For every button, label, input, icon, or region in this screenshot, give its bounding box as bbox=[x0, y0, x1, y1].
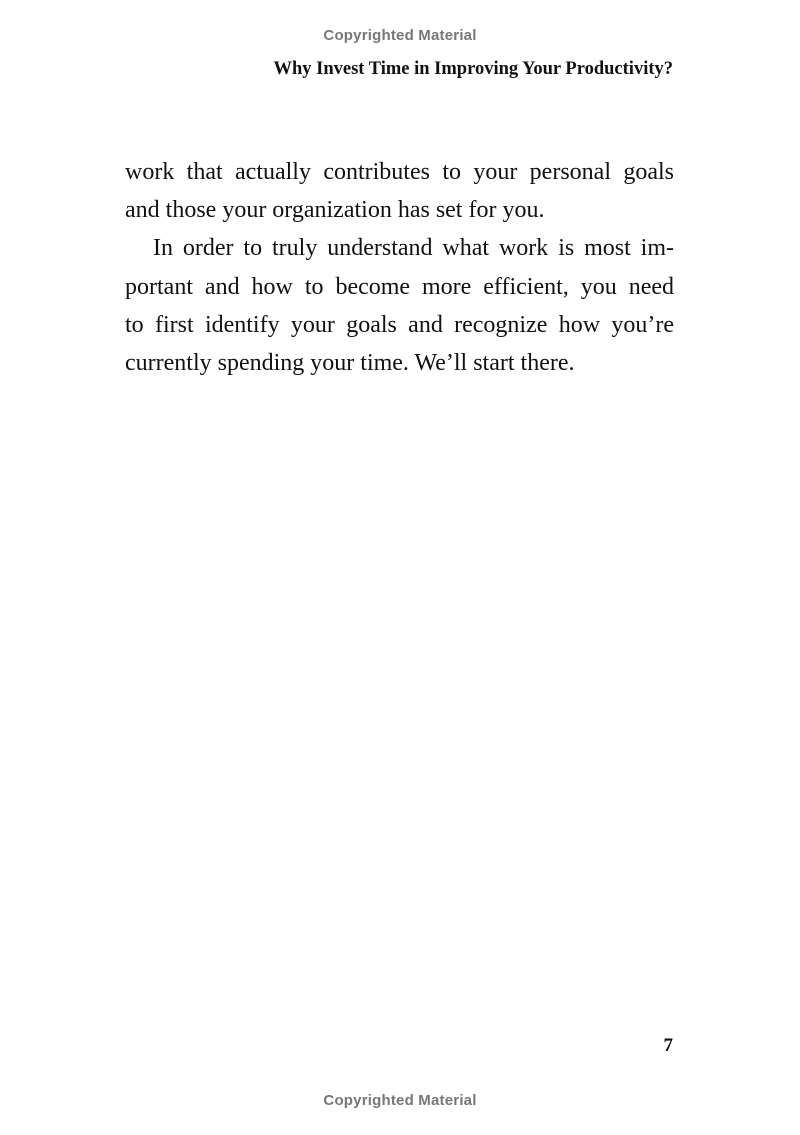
paragraph-2-line-1: In order to truly understand what work is most im- bbox=[153, 235, 674, 262]
paragraph-1-line-1: work that actually contributes to your personal goals bbox=[125, 159, 674, 185]
paragraph-2-line-3: to first identify your goals and recognize how you’re bbox=[125, 311, 674, 338]
copyright-notice-bottom: Copyrighted Material bbox=[323, 1092, 477, 1109]
paragraph-2-line-2: portant and how to become more efficient, you need bbox=[125, 273, 674, 300]
running-head: Why Invest Time in Improving Your Productivity? bbox=[273, 59, 673, 79]
copyright-notice-top: Copyrighted Material bbox=[323, 27, 477, 44]
paragraph-2-line-4: currently spending your time. We’ll start there. bbox=[125, 349, 575, 376]
page-number: 7 bbox=[663, 1035, 673, 1056]
body-text bbox=[125, 153, 674, 382]
paragraph-1-line-2: and those your organization has set for you. bbox=[125, 197, 545, 224]
